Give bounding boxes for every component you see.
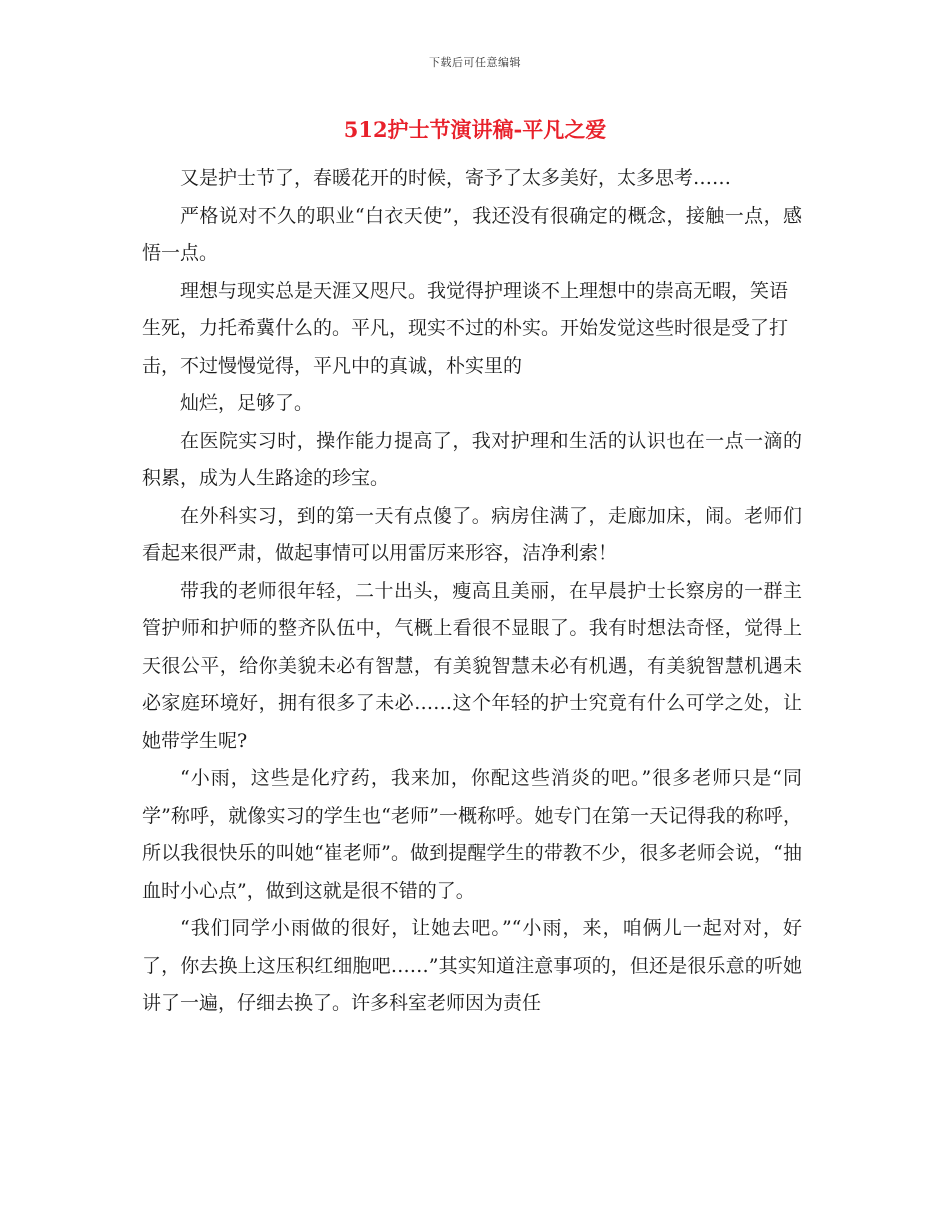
document-body: [142, 160, 802, 1023]
paragraph: “我们同学小雨做的很好，让她去吧。”“小雨，来，咱俩儿一起对对，好了，你去换上这压积红细胞吧……”其实知道注意事项的，但还是很乐意的听她讲了一遍，仔细去换了。许多科室老师因为责任: [142, 917, 802, 1014]
paragraph: 在医院实习时，操作能力提高了，我对护理和生活的认识也在一点一滴的积累，成为人生路途的珍宝。: [142, 429, 802, 489]
paragraph: 灿烂，足够了。: [180, 392, 314, 414]
paragraph: 又是护士节了，春暖花开的时候，寄予了太多美好，太多思考……: [180, 167, 732, 189]
paragraph: 严格说对不久的职业“白衣天使”，我还没有很确定的概念，接触一点，感悟一点。: [142, 204, 802, 264]
paragraph: 带我的老师很年轻，二十出头，瘦高且美丽，在早晨护士长察房的一群主管护师和护师的整齐队伍中，气概上看很不显眼了。我有时想法奇怪，觉得上天很公平，给你美貌未必有智慧，有美貌智慧未必有机遇，有美貌智慧机遇未必家庭环境好，拥有很多了未必……这个年轻的护士究竟有什么可学之处，让她带学生呢?: [142, 579, 802, 752]
paragraph: 在外科实习，到的第一天有点傻了。病房住满了，走廊加床，闹。老师们看起来很严肃，做起事情可以用雷厉来形容，洁净利索！: [142, 504, 802, 564]
paragraph: “小雨，这些是化疗药，我来加，你配这些消炎的吧。”很多老师只是“同学”称呼，就像实习的学生也“老师”一概称呼。她专门在第一天记得我的称呼，所以我很快乐的叫她“崔老师”。做到提醒学生的带教不少，很多老师会说，“抽血时小心点”，做到这就是很不错的了。: [142, 767, 802, 902]
page-header-note: 下载后可任意编辑: [429, 56, 521, 69]
document-title: 512护士节演讲稿-平凡之爱: [343, 117, 607, 142]
paragraph: 理想与现实总是天涯又咫尺。我觉得护理谈不上理想中的崇高无暇，笑语生死，力托希冀什么的。平凡，现实不过的朴实。开始发觉这些时很是受了打击，不过慢慢觉得，平凡中的真诚，朴实里的: [142, 279, 789, 377]
